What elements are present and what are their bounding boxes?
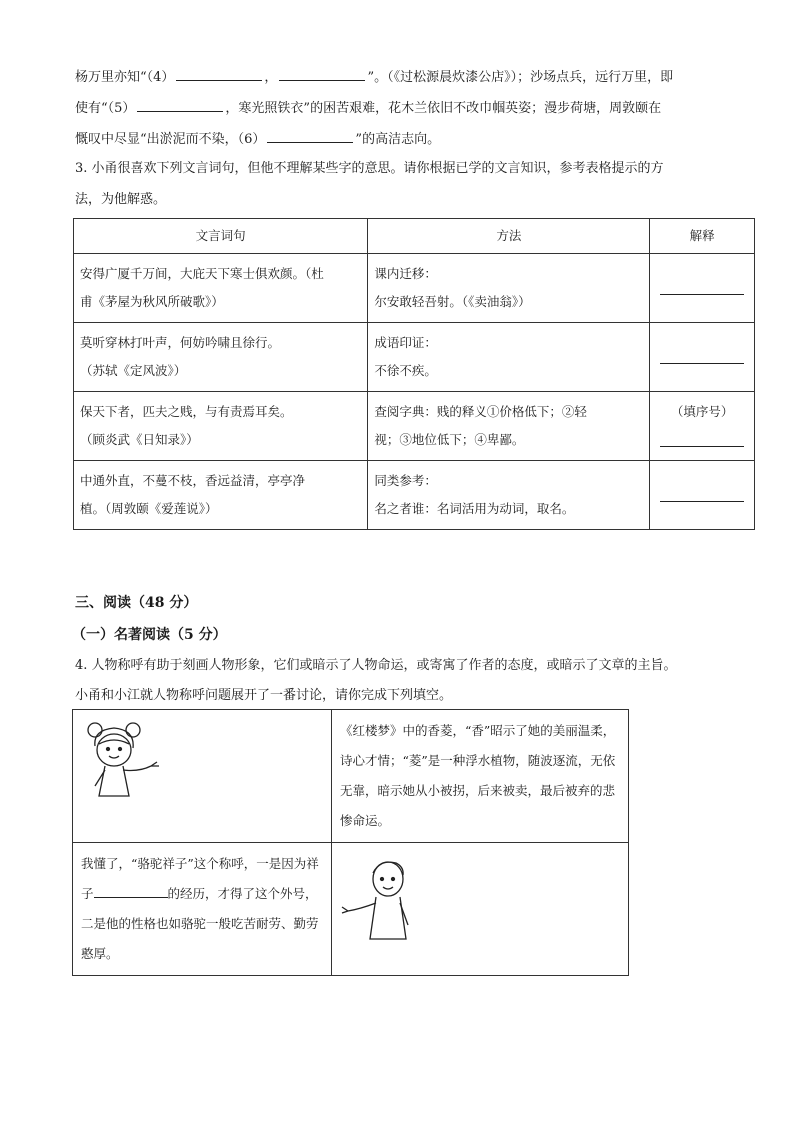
sentence-source: （顾炎武《日知录》） <box>80 432 199 447</box>
boy-speech-cell <box>73 843 332 976</box>
sentence-cell <box>74 461 368 530</box>
boy-speech-text: 我懂了，“骆驼祥子”这个称呼，一是因为祥子 <box>81 856 319 901</box>
table-row <box>73 710 629 843</box>
answer-cell <box>650 323 755 392</box>
table-row <box>74 392 755 461</box>
table-row <box>74 461 755 530</box>
girl-cartoon-icon <box>81 716 171 806</box>
col-header-sentence: 文言词句 <box>74 219 368 254</box>
answer-line[interactable] <box>660 426 744 447</box>
sentence-text: 保天下者，匹夫之贱，与有责焉耳矣。 <box>80 404 293 419</box>
q3-table <box>73 218 755 530</box>
q4-prompt-line-1: 4. 人物称呼有助于刻画人物形象，它们或暗示了人物命运，或寄寓了作者的态度，或暗示了文章的主旨。 <box>75 658 677 673</box>
method-cell <box>368 323 650 392</box>
table-row <box>74 254 755 323</box>
method-text: 名之者谁：名词活用为动词，取名。 <box>374 501 575 516</box>
answer-blank-6[interactable] <box>267 128 353 143</box>
method-text: 视；③地位低下；④卑鄙。 <box>374 432 525 447</box>
sentence-text: 莫听穿林打叶声，何妨吟啸且徐行。 <box>80 335 281 350</box>
method-cell <box>368 254 650 323</box>
answer-line[interactable] <box>660 481 744 502</box>
fill-text: ，寒光照铁衣”的困苦艰难，花木兰依旧不改巾帼英姿；漫步荷塘，周敦颐在 <box>225 101 662 116</box>
boy-speech-text: 的经历，才得了这个外号，二是他的性格也如骆驼一般吃苦耐劳、勤劳憨厚。 <box>81 886 319 961</box>
answer-blank-4a[interactable] <box>176 66 262 81</box>
section-title: 三、阅读（48 分） <box>75 595 198 611</box>
girl-illustration-cell <box>73 710 332 843</box>
method-text: 尔安敢轻吾射。（《卖油翁》） <box>374 294 531 309</box>
q3-prompt-line-2: 法，为他解惑。 <box>75 192 167 207</box>
fill-line-2 <box>75 97 661 119</box>
answer-cell <box>650 392 755 461</box>
q4-table <box>72 709 629 976</box>
answer-blank-xiangzi[interactable] <box>94 883 168 898</box>
method-text: 不徐不疾。 <box>374 363 437 378</box>
method-label: 成语印证： <box>374 335 437 350</box>
girl-speech-cell <box>332 710 629 843</box>
boy-illustration-cell <box>332 843 629 976</box>
fill-text: 使有“（5） <box>75 101 136 116</box>
answer-hint: （填序号） <box>670 404 734 419</box>
answer-cell <box>650 461 755 530</box>
fill-text: ”。（《过松源晨炊漆公店》）；沙场点兵，远行万里，即 <box>367 70 674 85</box>
sentence-cell <box>74 323 368 392</box>
q4-prompt-line-2: 小甬和小江就人物称呼问题展开了一番讨论，请你完成下列填空。 <box>75 688 453 703</box>
boy-cartoon-icon <box>340 849 430 949</box>
answer-blank-5[interactable] <box>137 97 223 112</box>
method-cell <box>368 461 650 530</box>
sentence-source: 甫《茅屋为秋风所破歌》） <box>80 294 224 309</box>
answer-line[interactable] <box>660 343 744 364</box>
fill-text: 杨万里亦知“（4） <box>75 70 175 85</box>
col-header-explain: 解释 <box>650 219 755 254</box>
method-label: 同类参考： <box>374 473 437 488</box>
girl-speech-text: 《红楼梦》中的香菱，“香”昭示了她的美丽温柔，诗心才情；“菱”是一种浮水植物，随波逐流，无依无靠，暗示她从小被拐，后来被卖，最后被弃的悲惨命运。 <box>340 723 616 828</box>
sentence-text: 安得广厦千万间，大庇天下寒士俱欢颜。（杜 <box>80 266 324 281</box>
answer-cell <box>650 254 755 323</box>
sentence-cell <box>74 254 368 323</box>
method-label: 查阅字典：贱的释义①价格低下；②轻 <box>374 404 587 419</box>
fill-line-1 <box>75 66 673 88</box>
sentence-text: 中通外直，不蔓不枝，香远益清，亭亭净 <box>80 473 306 488</box>
fill-text: 慨叹中尽显“出淤泥而不染，（6） <box>75 132 266 147</box>
fill-line-3 <box>75 128 440 150</box>
method-label: 课内迁移： <box>374 266 437 281</box>
table-header-row <box>74 219 755 254</box>
answer-line[interactable] <box>660 274 744 295</box>
sentence-source: 植。（周敦颐《爱莲说》） <box>80 501 218 516</box>
table-row <box>73 843 629 976</box>
answer-blank-4b[interactable] <box>279 66 365 81</box>
q3-prompt-line-1: 3. 小甬很喜欢下列文言词句，但他不理解某些字的意思。请你根据已学的文言知识，参考表格提示的方 <box>75 161 664 176</box>
sentence-cell <box>74 392 368 461</box>
fill-text: ”的高洁志向。 <box>355 132 441 147</box>
fill-text: ， <box>264 70 278 85</box>
subsection-title: （一）名著阅读（5 分） <box>72 627 227 643</box>
table-row <box>74 323 755 392</box>
col-header-method: 方法 <box>368 219 650 254</box>
method-cell <box>368 392 650 461</box>
sentence-source: （苏轼《定风波》） <box>80 363 187 378</box>
